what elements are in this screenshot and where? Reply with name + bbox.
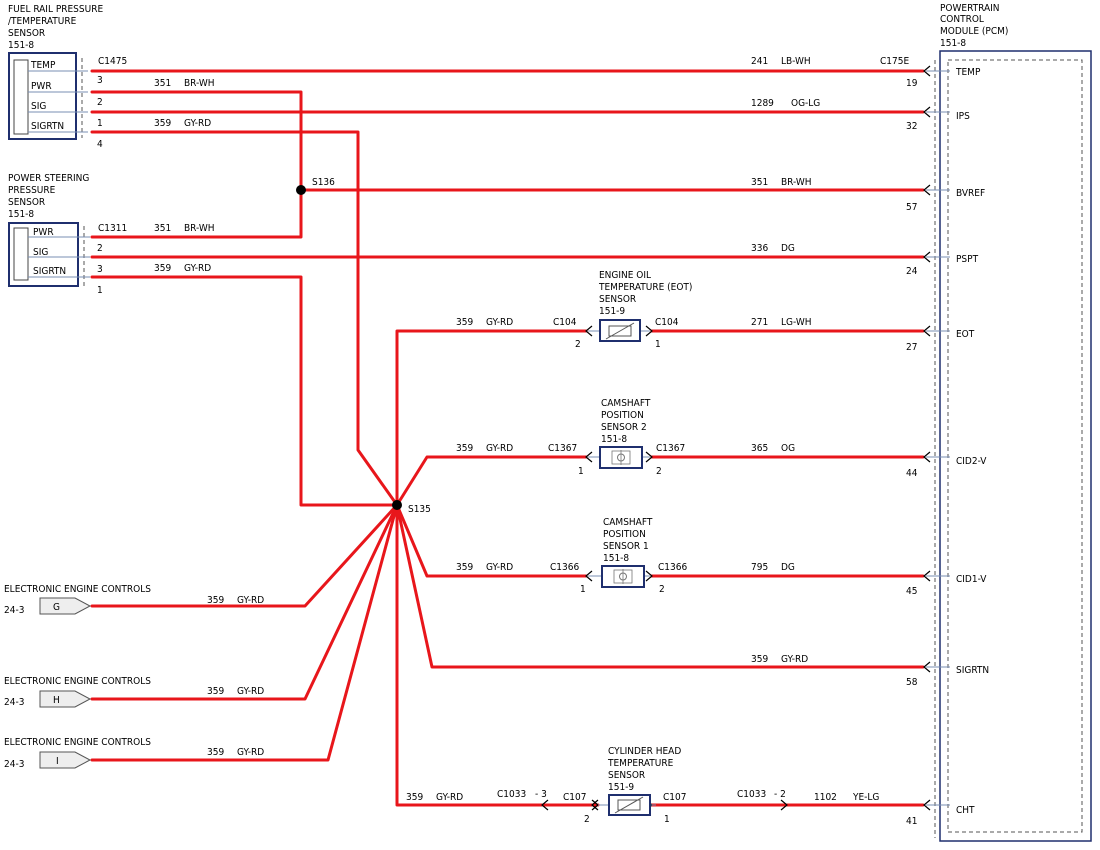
ps-title-1: POWER STEERING bbox=[8, 173, 90, 184]
wire-cid2-ground-circuit: 359 bbox=[456, 443, 474, 454]
pcm-title-line-4: 151-8 bbox=[940, 38, 967, 49]
cht-sensor bbox=[497, 746, 787, 825]
wire-sigrtn-pcm-color: GY-RD bbox=[781, 654, 809, 665]
pcm-pin-temp-name: TEMP bbox=[956, 67, 981, 78]
wire-eec-g-color: GY-RD bbox=[237, 595, 265, 606]
pcm-pin-cid1-name: CID1-V bbox=[956, 574, 987, 585]
cmp1-pin-left: 1 bbox=[580, 584, 586, 595]
cmp2-title-2: POSITION bbox=[601, 410, 644, 421]
cmp1-title-4: 151-8 bbox=[603, 553, 630, 564]
wire-cid2-ground bbox=[397, 457, 586, 505]
cmp1-connector-right: C1366 bbox=[658, 562, 688, 573]
cht-title-2: TEMPERATURE bbox=[608, 758, 674, 769]
cmp1-title-2: POSITION bbox=[603, 529, 646, 540]
ps-connector-id: C1311 bbox=[98, 223, 128, 234]
splice-s136-label: S136 bbox=[312, 177, 335, 188]
wire-pspt-circuit: 336 bbox=[751, 243, 769, 254]
wire-eec-h-color: GY-RD bbox=[237, 686, 265, 697]
fuel-rail-title-1: FUEL RAIL PRESSURE bbox=[8, 4, 104, 15]
fuel-rail-pin-sig: SIG bbox=[31, 101, 47, 112]
eec-reference-g[interactable] bbox=[4, 584, 151, 616]
fuel-rail-pin-pwr: PWR bbox=[31, 81, 52, 92]
wire-pwr-fuel-circuit: 351 bbox=[154, 78, 172, 89]
fuel-rail-sensor-element bbox=[14, 60, 28, 134]
eec-h-label: ELECTRONIC ENGINE CONTROLS bbox=[4, 676, 151, 687]
eec-h-page: 24-3 bbox=[4, 697, 25, 708]
wire-ips-circuit: 1289 bbox=[751, 98, 774, 109]
cht-inline-connector-right: C1033 bbox=[737, 789, 767, 800]
pcm-pin-cid1-num: 45 bbox=[906, 586, 918, 597]
wire-cht-sig-color: YE-LG bbox=[853, 792, 880, 803]
wire-bvref-circuit: 351 bbox=[751, 177, 769, 188]
cmp1-pin-right: 2 bbox=[659, 584, 665, 595]
splice-s135 bbox=[392, 500, 402, 510]
wire-cid1-ground-circuit: 359 bbox=[456, 562, 474, 573]
wire-ips-color: OG-LG bbox=[791, 98, 821, 109]
cht-pin-right: 1 bbox=[664, 814, 670, 825]
cmp2-title-1: CAMSHAFT bbox=[601, 398, 651, 409]
eot-title-4: 151-9 bbox=[599, 306, 626, 317]
cmp2-title-3: SENSOR 2 bbox=[601, 422, 647, 433]
fuel-rail-title-3: SENSOR bbox=[8, 28, 46, 39]
cht-title-1: CYLINDER HEAD bbox=[608, 746, 682, 757]
pcm-pin-cid2-name: CID2-V bbox=[956, 456, 987, 467]
wire-sigrtn-pcm-circuit: 359 bbox=[751, 654, 769, 665]
eec-g-label: ELECTRONIC ENGINE CONTROLS bbox=[4, 584, 151, 595]
cht-inline-pin-right: - 2 bbox=[774, 789, 786, 800]
cmp2-title-4: 151-8 bbox=[601, 434, 628, 445]
wire-sigrtn-ps-circuit: 359 bbox=[154, 263, 172, 274]
eec-i-tag[interactable] bbox=[40, 752, 90, 768]
eot-connector-right: C104 bbox=[655, 317, 679, 328]
wire-eot-ground bbox=[397, 331, 586, 505]
fuel-rail-title-4: 151-8 bbox=[8, 40, 35, 51]
pcm-pin-bvref-num: 57 bbox=[906, 202, 918, 213]
cmp2-connector-left: C1367 bbox=[548, 443, 578, 454]
pcm-pin-ips-num: 32 bbox=[906, 121, 918, 132]
pcm-pin-temp-num: 19 bbox=[906, 78, 918, 89]
pcm-pin-eot-num: 27 bbox=[906, 342, 918, 353]
ps-sensor-element bbox=[14, 228, 28, 280]
ps-title-4: 151-8 bbox=[8, 209, 35, 220]
pcm-pin-pspt-name: PSPT bbox=[956, 254, 979, 265]
fuel-rail-pinnum-sig: 1 bbox=[97, 118, 103, 129]
pcm-pin-pspt-num: 24 bbox=[906, 266, 918, 277]
pcm-title-line-3: MODULE (PCM) bbox=[940, 26, 1009, 37]
pcm-title-line-2: CONTROL bbox=[940, 14, 984, 25]
cmp2-pin-right: 2 bbox=[656, 466, 662, 477]
pcm-pin-cid2-num: 44 bbox=[906, 468, 918, 479]
splice-s135-label: S135 bbox=[408, 504, 431, 515]
ps-pinnum-pwr: 2 bbox=[97, 243, 103, 254]
ps-pin-sig: SIG bbox=[33, 247, 49, 258]
fuel-rail-connector-id: C1475 bbox=[98, 56, 128, 67]
ps-pin-sigrtn: SIGRTN bbox=[33, 266, 67, 277]
pcm-pin-cht-num: 41 bbox=[906, 816, 918, 827]
wire-pwr-fuel-color: BR-WH bbox=[184, 78, 215, 89]
wire-pwr-ps-circuit: 351 bbox=[154, 223, 172, 234]
eec-i-letter: I bbox=[56, 756, 59, 767]
eot-title-3: SENSOR bbox=[599, 294, 637, 305]
eot-title-2: TEMPERATURE (EOT) bbox=[599, 282, 693, 293]
cht-inline-pin-left: - 3 bbox=[535, 789, 547, 800]
wire-labels bbox=[154, 56, 879, 803]
wire-eec-i-circuit: 359 bbox=[207, 747, 225, 758]
eec-h-tag[interactable] bbox=[40, 691, 90, 707]
cmp2-connector-right: C1367 bbox=[656, 443, 686, 454]
fuel-rail-pin-sigrtn: SIGRTN bbox=[31, 121, 65, 132]
pcm-pin-ips-name: IPS bbox=[956, 111, 970, 122]
pcm-pin-eot-name: EOT bbox=[956, 329, 975, 340]
fuel-rail-pinnum-sigrtn: 4 bbox=[97, 139, 103, 150]
cmp1-title-3: SENSOR 1 bbox=[603, 541, 649, 552]
cmp1-title-1: CAMSHAFT bbox=[603, 517, 653, 528]
cht-connector-left: C107 bbox=[563, 792, 587, 803]
wire-eec-g-circuit: 359 bbox=[207, 595, 225, 606]
splice-s136 bbox=[296, 185, 306, 195]
wire-cid1-ground-color: GY-RD bbox=[486, 562, 514, 573]
wire-sigrtn-fuel-color: GY-RD bbox=[184, 118, 212, 129]
wire-temp-circuit: 241 bbox=[751, 56, 769, 67]
cmp1-connector-left: C1366 bbox=[550, 562, 580, 573]
wire-cid2-sig-color: OG bbox=[781, 443, 796, 454]
eec-reference-i[interactable] bbox=[4, 737, 151, 770]
fuel-rail-pinnum-temp: 3 bbox=[97, 75, 103, 86]
wire-temp-color: LB-WH bbox=[781, 56, 811, 67]
cht-inline-connector-left: C1033 bbox=[497, 789, 527, 800]
ps-title-3: SENSOR bbox=[8, 197, 46, 208]
eot-title-1: ENGINE OIL bbox=[599, 270, 652, 281]
ps-title-2: PRESSURE bbox=[8, 185, 56, 196]
eec-h-letter: H bbox=[53, 695, 60, 706]
wire-cid2-ground-color: GY-RD bbox=[486, 443, 514, 454]
pcm-pin-sigrtn-num: 58 bbox=[906, 677, 918, 688]
wire-pwr-loop bbox=[92, 92, 301, 237]
wire-fuel-sigrtn bbox=[92, 132, 397, 505]
pcm-pin-sigrtn-name: SIGRTN bbox=[956, 665, 990, 676]
cmp2-sensor bbox=[548, 398, 685, 477]
wire-cid1-sig-color: DG bbox=[781, 562, 795, 573]
pcm-outline bbox=[940, 51, 1091, 841]
cht-pin-left: 2 bbox=[584, 814, 590, 825]
wire-cid1-sig-circuit: 795 bbox=[751, 562, 769, 573]
ps-pinnum-sig: 3 bbox=[97, 264, 103, 275]
wire-eec-h-circuit: 359 bbox=[207, 686, 225, 697]
eec-reference-h[interactable] bbox=[4, 676, 151, 708]
wire-cht-ground bbox=[397, 505, 542, 805]
eot-pin-right: 1 bbox=[655, 339, 661, 350]
wire-eot-sig-circuit: 271 bbox=[751, 317, 769, 328]
wire-cht-ground-color: GY-RD bbox=[436, 792, 464, 803]
wire-sigrtn-fuel-circuit: 359 bbox=[154, 118, 172, 129]
wire-eot-ground-color: GY-RD bbox=[486, 317, 514, 328]
wire-eot-ground-circuit: 359 bbox=[456, 317, 474, 328]
wire-eec-i bbox=[92, 505, 397, 760]
wire-eot-sig-color: LG-WH bbox=[781, 317, 812, 328]
eec-g-letter: G bbox=[53, 602, 60, 613]
wire-cht-ground-circuit: 359 bbox=[406, 792, 424, 803]
eec-g-tag[interactable] bbox=[40, 598, 90, 614]
eot-sensor bbox=[553, 270, 692, 350]
fuel-rail-pin-temp: TEMP bbox=[31, 60, 56, 71]
cht-title-3: SENSOR bbox=[608, 770, 646, 781]
cht-connector-right: C107 bbox=[663, 792, 687, 803]
pcm-connector-label: C175E bbox=[880, 56, 910, 67]
wire-eec-i-color: GY-RD bbox=[237, 747, 265, 758]
pcm-pin-cht-name: CHT bbox=[956, 805, 975, 816]
eec-i-label: ELECTRONIC ENGINE CONTROLS bbox=[4, 737, 151, 748]
wire-cht-sig-circuit: 1102 bbox=[814, 792, 837, 803]
eec-g-page: 24-3 bbox=[4, 605, 25, 616]
fuel-rail-sensor bbox=[8, 4, 127, 150]
eot-connector-left: C104 bbox=[553, 317, 577, 328]
pcm-title-line-1: POWERTRAIN bbox=[940, 3, 1000, 14]
cht-title-4: 151-9 bbox=[608, 782, 635, 793]
wire-cid2-sig-circuit: 365 bbox=[751, 443, 769, 454]
ps-pinnum-sigrtn: 1 bbox=[97, 285, 103, 296]
fuel-rail-pinnum-pwr: 2 bbox=[97, 97, 103, 108]
eec-i-page: 24-3 bbox=[4, 759, 25, 770]
wire-sigrtn-ps-color: GY-RD bbox=[184, 263, 212, 274]
cmp1-sensor bbox=[550, 517, 687, 595]
ps-pin-pwr: PWR bbox=[33, 227, 54, 238]
wire-pspt-color: DG bbox=[781, 243, 795, 254]
wire-ps-sigrtn bbox=[92, 277, 397, 505]
cmp2-pin-left: 1 bbox=[578, 466, 584, 477]
fuel-rail-title-2: /TEMPERATURE bbox=[8, 16, 77, 27]
wire-pwr-ps-color: BR-WH bbox=[184, 223, 215, 234]
wire-bvref-color: BR-WH bbox=[781, 177, 812, 188]
eot-pin-left: 2 bbox=[575, 339, 581, 350]
pcm-pin-bvref-name: BVREF bbox=[956, 188, 986, 199]
